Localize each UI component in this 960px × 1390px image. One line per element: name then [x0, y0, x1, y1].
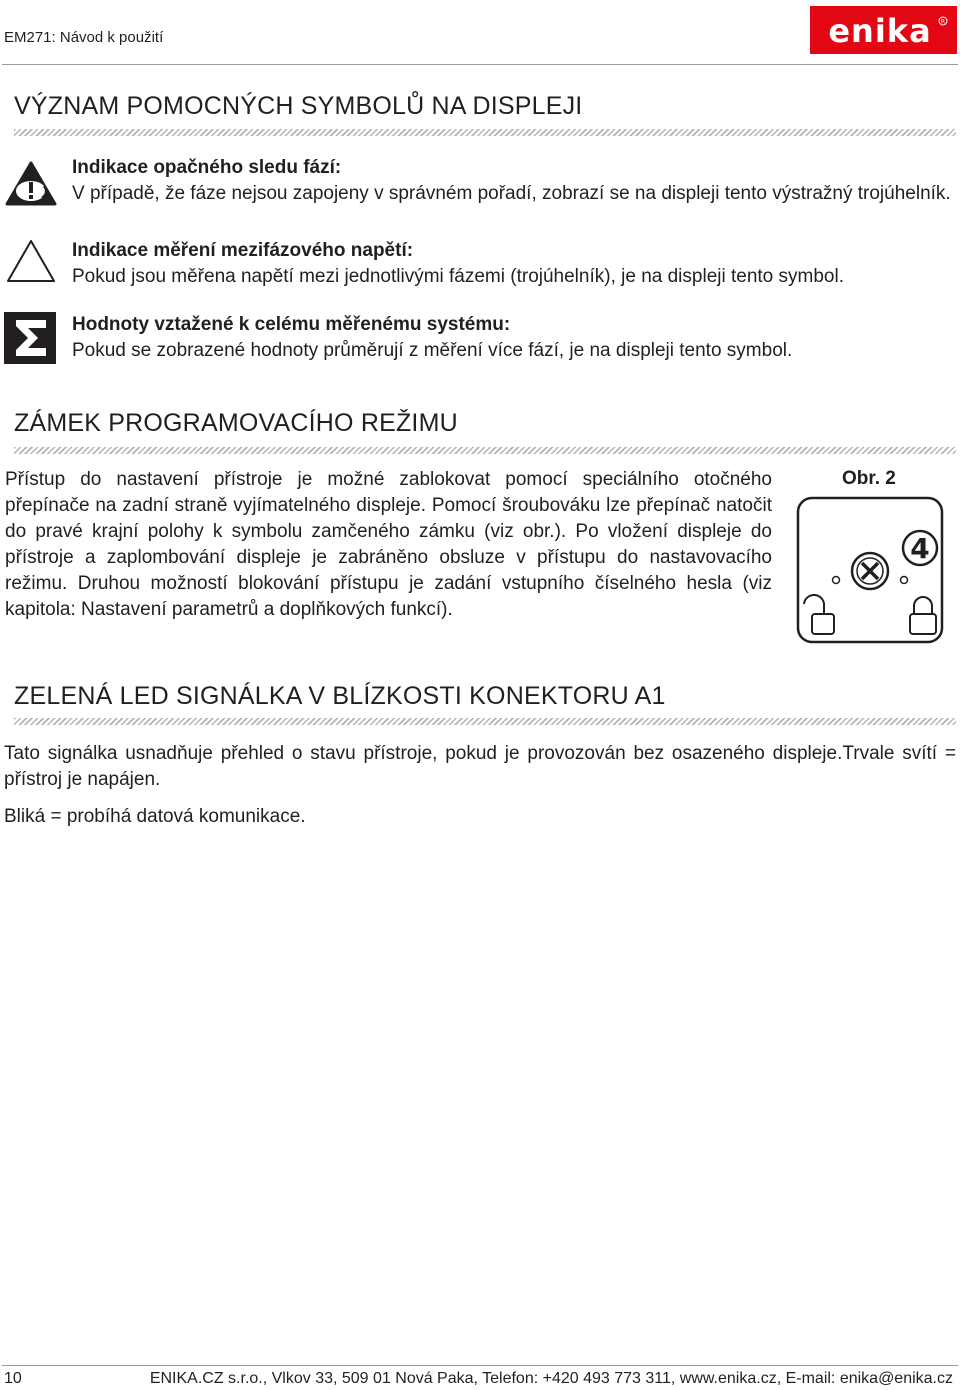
symbol-item-interphase-voltage: [72, 238, 956, 290]
section-title-symbols: VÝZNAM POMOCNÝCH SYMBOLŮ NA DISPLEJI: [14, 92, 583, 120]
symbol-heading: Indikace měření mezifázového napětí:: [72, 240, 414, 261]
header-divider: [2, 64, 958, 65]
led-blinking-note: Bliká = probíhá datová komunikace.: [4, 806, 306, 827]
lock-description: Přístup do nastavení přístroje je možné zablokovat pomocí speciálního otočného přepínače na zadní straně vyjímatelného displeje. Pomocí šroubováku lze přepínač natočit do pravé krajní polohy k symbolu zamčeného zámku (viz obr.). Po vložení displeje do přístroje a zaplombování displeje je zabráněno obsluze v přístupu do nastavovacího režimu. Druhou možností blokování přístupu je zadání vstupního číselného hesla (viz kapitola: Nastavení parametrů a doplňkových funkcí).: [5, 469, 772, 620]
symbol-description: V případě, že fáze nejsou zapojeny v správném pořadí, zobrazí se na displeji tento výstražný trojúhelník.: [72, 183, 951, 204]
footer-divider: [2, 1365, 958, 1366]
symbol-item-phase-sequence: [72, 155, 956, 207]
section-title-lock: ZÁMEK PROGRAMOVACÍHO REŽIMU: [14, 409, 458, 437]
svg-text:R: R: [940, 18, 946, 26]
symbol-description: Pokud jsou měřena napětí mezi jednotlivými fázemi (trojúhelník), je na displeji tento symbol.: [72, 266, 844, 287]
logo-text: enika: [828, 12, 932, 50]
sigma-icon: [4, 312, 56, 369]
document-title: EM271: Návod k použití: [4, 29, 164, 46]
led-description: Tato signálka usnadňuje přehled o stavu přístroje, pokud je provozován bez osazeného displeje.Trvale svítí = přístroj je napájen.: [4, 743, 956, 790]
triangle-icon: [5, 238, 57, 289]
section-divider: [14, 718, 956, 725]
figure-number: 4: [910, 532, 930, 565]
section-divider: [14, 447, 956, 454]
symbol-heading: Hodnoty vztažené k celému měřenému systému:: [72, 314, 511, 335]
lock-switch-figure: [796, 496, 944, 651]
phase-sequence-warning-icon: [4, 160, 58, 213]
symbol-description: Pokud se zobrazené hodnoty průměrují z měření více fází, je na displeji tento symbol.: [72, 340, 793, 361]
page-number: 10: [4, 1370, 22, 1387]
company-contact: ENIKA.CZ s.r.o., Vlkov 33, 509 01 Nová Paka, Telefon: +420 493 773 311, www.enika.cz, E-mail: enika@enika.cz: [149, 1370, 953, 1387]
section-title-led: ZELENÁ LED SIGNÁLKA V BLÍZKOSTI KONEKTORU A1: [14, 682, 666, 710]
symbol-item-system-values: [72, 312, 956, 364]
symbol-heading: Indikace opačného sledu fází:: [72, 157, 342, 178]
section-divider: [14, 129, 956, 136]
figure-caption: Obr. 2: [842, 468, 896, 489]
enika-logo: [810, 6, 957, 54]
